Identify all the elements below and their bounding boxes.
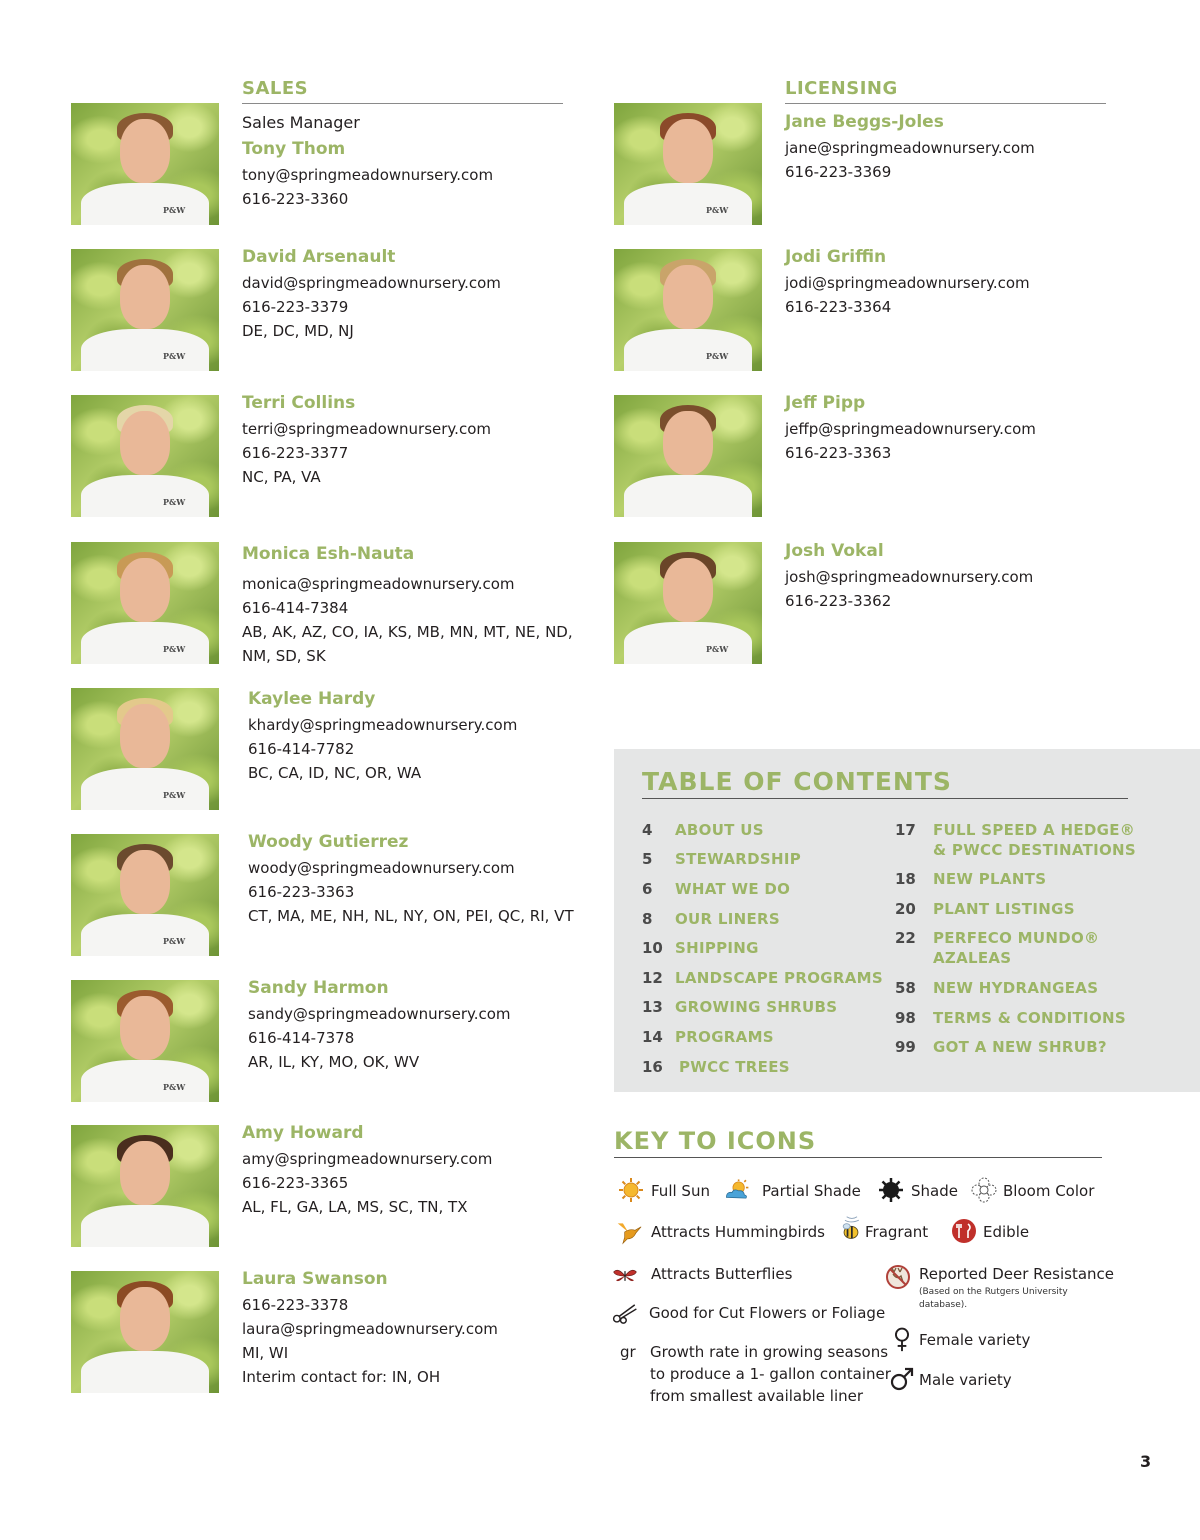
photo-josh-vokal bbox=[614, 542, 762, 664]
toc-page-number: 12 bbox=[642, 969, 663, 987]
contact-regions: MI, WI bbox=[242, 1344, 289, 1362]
shirt-logo: P&W bbox=[706, 644, 729, 654]
toc-page-number: 18 bbox=[895, 870, 916, 888]
contact-terri-collins bbox=[242, 389, 572, 489]
toc-page-number: 58 bbox=[895, 979, 916, 997]
key-hummingbirds: Attracts Hummingbirds bbox=[651, 1223, 825, 1241]
contact-phone: 616-223-3369 bbox=[785, 163, 892, 181]
page-number: 3 bbox=[1140, 1452, 1152, 1471]
contact-regions-cont: NM, SD, SK bbox=[242, 647, 326, 665]
photo-kaylee-hardy bbox=[71, 688, 219, 810]
contact-jodi-griffin bbox=[785, 243, 1115, 319]
contact-phone: 616-223-3379 bbox=[242, 298, 349, 316]
toc-label: PROGRAMS bbox=[675, 1028, 774, 1046]
photo-sandy-harmon bbox=[71, 980, 219, 1102]
contact-laura-swanson bbox=[242, 1265, 572, 1389]
contact-email[interactable]: sandy@springmeadownursery.com bbox=[248, 1005, 511, 1023]
contact-name: David Arsenault bbox=[242, 247, 396, 267]
key-partial-shade: Partial Shade bbox=[762, 1182, 861, 1200]
contact-regions: NC, PA, VA bbox=[242, 468, 321, 486]
contact-regions: AR, IL, KY, MO, OK, WV bbox=[248, 1053, 420, 1071]
bloom-color-icon bbox=[971, 1177, 997, 1203]
toc-page-number: 8 bbox=[642, 910, 653, 928]
toc-page-number: 5 bbox=[642, 850, 653, 868]
key-female-variety: Female variety bbox=[919, 1331, 1031, 1349]
contact-email[interactable]: josh@springmeadownursery.com bbox=[785, 568, 1034, 586]
toc-page-number: 10 bbox=[642, 939, 663, 957]
key-cut-flowers: Good for Cut Flowers or Foliage bbox=[649, 1304, 886, 1322]
butterfly-icon bbox=[612, 1263, 638, 1289]
toc-label: WHAT WE DO bbox=[675, 880, 791, 898]
contact-jane-beggs-joles bbox=[785, 108, 1115, 184]
toc-label: SHIPPING bbox=[675, 939, 759, 957]
shirt-logo: P&W bbox=[163, 205, 186, 215]
photo-david-arsenault bbox=[71, 249, 219, 371]
key-growth-rate-cont: from smallest available liner bbox=[650, 1387, 864, 1405]
male-icon bbox=[889, 1366, 915, 1392]
toc-label: GROWING SHRUBS bbox=[675, 998, 838, 1016]
contact-phone: 616-223-3363 bbox=[248, 883, 355, 901]
contact-name: Amy Howard bbox=[242, 1123, 364, 1143]
contact-phone: 616-414-7378 bbox=[248, 1029, 355, 1047]
photo-terri-collins bbox=[71, 395, 219, 517]
toc-label: GOT A NEW SHRUB? bbox=[933, 1038, 1107, 1056]
photo-woody-gutierrez bbox=[71, 834, 219, 956]
toc-page-number: 4 bbox=[642, 821, 653, 839]
key-fragrant: Fragrant bbox=[865, 1223, 929, 1241]
toc-label: TERMS & CONDITIONS bbox=[933, 1009, 1126, 1027]
contact-name: Josh Vokal bbox=[785, 541, 884, 561]
key-male-variety: Male variety bbox=[919, 1371, 1012, 1389]
photo-amy-howard bbox=[71, 1125, 219, 1247]
photo-jodi-griffin bbox=[614, 249, 762, 371]
toc-page-number: 6 bbox=[642, 880, 653, 898]
contact-email[interactable]: jane@springmeadownursery.com bbox=[785, 139, 1035, 157]
key-butterflies: Attracts Butterflies bbox=[651, 1265, 793, 1283]
scissors-icon bbox=[612, 1300, 638, 1326]
contact-phone: 616-223-3363 bbox=[785, 444, 892, 462]
partial-shade-icon bbox=[724, 1177, 750, 1203]
contact-regions: BC, CA, ID, NC, OR, WA bbox=[248, 764, 422, 782]
contact-email[interactable]: monica@springmeadownursery.com bbox=[242, 575, 515, 593]
key-shade: Shade bbox=[911, 1182, 958, 1200]
shade-icon bbox=[878, 1177, 904, 1203]
contact-phone: 616-223-3364 bbox=[785, 298, 892, 316]
edible-icon bbox=[951, 1218, 977, 1244]
toc-label: NEW HYDRANGEAS bbox=[933, 979, 1099, 997]
shirt-logo: P&W bbox=[163, 497, 186, 507]
contact-david-arsenault bbox=[242, 243, 572, 343]
sales-heading: SALES bbox=[242, 78, 563, 104]
female-icon bbox=[889, 1326, 915, 1352]
shirt-logo: P&W bbox=[706, 351, 729, 361]
contact-regions: AB, AK, AZ, CO, IA, KS, MB, MN, MT, NE, ND, bbox=[242, 623, 573, 641]
key-edible: Edible bbox=[983, 1223, 1030, 1241]
contact-email[interactable]: laura@springmeadownursery.com bbox=[242, 1320, 498, 1338]
toc-label: STEWARDSHIP bbox=[675, 850, 801, 868]
toc-title: TABLE OF CONTENTS bbox=[642, 767, 1128, 799]
contact-email[interactable]: amy@springmeadownursery.com bbox=[242, 1150, 493, 1168]
photo-monica-esh-nauta bbox=[71, 542, 219, 664]
contact-phone: 616-223-3362 bbox=[785, 592, 892, 610]
growth-rate-symbol: gr bbox=[620, 1343, 636, 1361]
contact-name: Jeff Pipp bbox=[785, 393, 866, 413]
contact-email[interactable]: jeffp@springmeadownursery.com bbox=[785, 420, 1036, 438]
contact-name: Kaylee Hardy bbox=[248, 689, 376, 709]
shirt-logo: P&W bbox=[163, 1082, 186, 1092]
key-to-icons-title: KEY TO ICONS bbox=[614, 1127, 1102, 1158]
toc-label-cont: & PWCC DESTINATIONS bbox=[933, 841, 1137, 859]
contact-name: Sandy Harmon bbox=[248, 978, 389, 998]
contact-email[interactable]: terri@springmeadownursery.com bbox=[242, 420, 491, 438]
key-full-sun: Full Sun bbox=[651, 1182, 710, 1200]
photo-laura-swanson bbox=[71, 1271, 219, 1393]
contact-email[interactable]: tony@springmeadownursery.com bbox=[242, 166, 494, 184]
contact-phone: 616-223-3365 bbox=[242, 1174, 349, 1192]
contact-regions: AL, FL, GA, LA, MS, SC, TN, TX bbox=[242, 1198, 468, 1216]
shirt-logo: P&W bbox=[706, 205, 729, 215]
contact-phone: 616-414-7782 bbox=[248, 740, 355, 758]
contact-sandy-harmon bbox=[248, 974, 578, 1074]
photo-tony-thom bbox=[71, 103, 219, 225]
contact-email[interactable]: khardy@springmeadownursery.com bbox=[248, 716, 518, 734]
toc-page-number: 17 bbox=[895, 821, 916, 839]
bee-icon bbox=[838, 1215, 864, 1241]
toc-label: PWCC TREES bbox=[679, 1058, 790, 1076]
toc-page-number: 14 bbox=[642, 1028, 663, 1046]
contact-name: Monica Esh-Nauta bbox=[242, 544, 415, 564]
key-bloom-color: Bloom Color bbox=[1003, 1182, 1095, 1200]
toc-page-number: 20 bbox=[895, 900, 916, 918]
contact-regions: CT, MA, ME, NH, NL, NY, ON, PEI, QC, RI, VT bbox=[248, 907, 574, 925]
shirt-logo: P&W bbox=[163, 644, 186, 654]
contact-email[interactable]: woody@springmeadownursery.com bbox=[248, 859, 515, 877]
contact-monica-esh-nauta bbox=[242, 540, 572, 668]
key-deer-note: (Based on the Rutgers University bbox=[919, 1287, 1068, 1297]
shirt-logo: P&W bbox=[163, 351, 186, 361]
toc-label: FULL SPEED A HEDGE® bbox=[933, 821, 1136, 839]
toc-page-number: 16 bbox=[642, 1058, 663, 1076]
contact-kaylee-hardy bbox=[248, 685, 578, 785]
toc-label: NEW PLANTS bbox=[933, 870, 1047, 888]
photo-jeff-pipp bbox=[614, 395, 762, 517]
toc-page-number: 22 bbox=[895, 929, 916, 947]
key-deer-resistance: Reported Deer Resistance bbox=[919, 1265, 1115, 1283]
contact-jeff-pipp bbox=[785, 389, 1115, 465]
toc-label: ABOUT US bbox=[675, 821, 764, 839]
shirt-logo: P&W bbox=[163, 936, 186, 946]
contact-note: Interim contact for: IN, OH bbox=[242, 1368, 441, 1386]
contact-email[interactable]: david@springmeadownursery.com bbox=[242, 274, 501, 292]
contact-email[interactable]: jodi@springmeadownursery.com bbox=[785, 274, 1030, 292]
deer-resistance-icon bbox=[885, 1264, 911, 1290]
contact-role: Sales Manager bbox=[242, 113, 360, 132]
contact-josh-vokal bbox=[785, 537, 1115, 613]
contact-phone: 616-414-7384 bbox=[242, 599, 349, 617]
photo-jane-beggs-joles bbox=[614, 103, 762, 225]
contact-tony-thom bbox=[242, 111, 572, 211]
contact-name: Terri Collins bbox=[242, 393, 356, 413]
contact-name: Jane Beggs-Joles bbox=[785, 112, 944, 132]
contact-phone: 616-223-3378 bbox=[242, 1296, 349, 1314]
contact-woody-gutierrez bbox=[248, 828, 578, 928]
contact-name: Jodi Griffin bbox=[785, 247, 887, 267]
contact-name: Tony Thom bbox=[242, 139, 346, 159]
toc-page-number: 98 bbox=[895, 1009, 916, 1027]
contact-name: Woody Gutierrez bbox=[248, 832, 409, 852]
key-growth-rate: Growth rate in growing seasons bbox=[650, 1343, 889, 1361]
toc-label-cont: AZALEAS bbox=[933, 949, 1012, 967]
contact-phone: 616-223-3377 bbox=[242, 444, 349, 462]
toc-page-number: 13 bbox=[642, 998, 663, 1016]
contact-regions: DE, DC, MD, NJ bbox=[242, 322, 354, 340]
contact-name: Laura Swanson bbox=[242, 1269, 388, 1289]
toc-label: PERFECO MUNDO® bbox=[933, 929, 1100, 947]
key-deer-note-cont: database). bbox=[919, 1300, 968, 1310]
toc-label: LANDSCAPE PROGRAMS bbox=[675, 969, 883, 987]
sun-icon bbox=[618, 1177, 644, 1203]
toc-label: PLANT LISTINGS bbox=[933, 900, 1075, 918]
contact-amy-howard bbox=[242, 1119, 572, 1219]
table-of-contents bbox=[614, 749, 1200, 1092]
key-growth-rate-cont: to produce a 1- gallon container bbox=[650, 1365, 891, 1383]
toc-label: OUR LINERS bbox=[675, 910, 780, 928]
toc-page-number: 99 bbox=[895, 1038, 916, 1056]
hummingbird-icon bbox=[616, 1219, 642, 1245]
licensing-heading: LICENSING bbox=[785, 78, 1106, 104]
shirt-logo: P&W bbox=[163, 790, 186, 800]
contact-phone: 616-223-3360 bbox=[242, 190, 349, 208]
